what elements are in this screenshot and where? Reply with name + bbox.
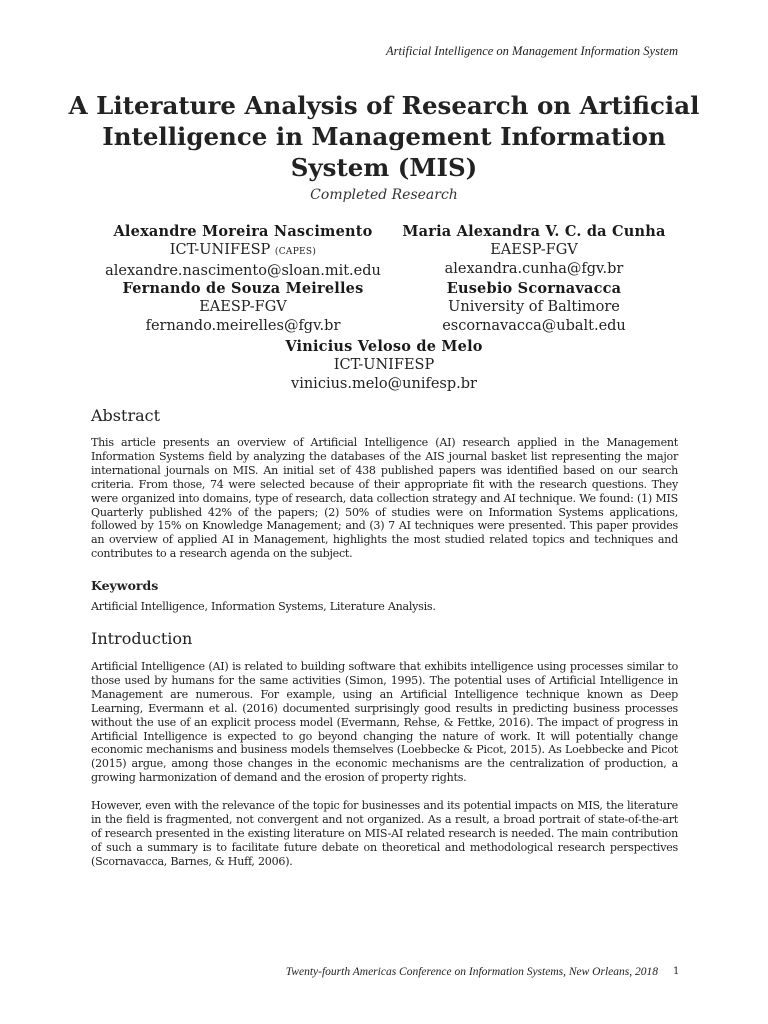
author-affiliation: University of Baltimore	[448, 299, 620, 315]
affiliation-note: (CAPES)	[274, 247, 317, 257]
author-block-3	[88, 279, 398, 336]
author-name: Vinicius Veloso de Melo	[285, 338, 483, 355]
page-number: 1	[673, 966, 680, 977]
paper-subtitle: Completed Research	[310, 187, 458, 203]
paper-title: A Literature Analysis of Research on Artificial Intelligence in Management Information System (MIS)	[68, 91, 700, 182]
author-email: alexandre.nascimento@sloan.mit.edu	[105, 263, 381, 279]
author-affiliation	[88, 241, 398, 262]
intro-paragraph-1: Artificial Intelligence (AI) is related to building software that exhibits intelligence using processes similar to those used by humans for the same activities (Simon, 1995). The potential uses of Artificial Intelligence in Management are numerous. For example, using an Artificial Intelligence technique known as Deep Learning, Evermann et al. (2016) documented surprisingly good results in predicting business processes without the use of an explicit process model (Evermann, Rehse, & Fettke, 2016). The impact of progress in Artificial Intelligence is expected to go beyond changing the nature of work. It will potentially change economic mechanisms and business models themselves (Loebbecke & Picot, 2015). As Loebbecke and Picot (2015) argue, among those changes in the economic mechanisms are the centralization of production, a growing harmonization of demand and the erosion of property rights.	[91, 660, 678, 785]
abstract-heading: Abstract	[91, 406, 161, 425]
keywords-text: Artificial Intelligence, Information Systems, Literature Analysis.	[91, 600, 436, 613]
author-email: vinicius.melo@unifesp.br	[291, 376, 477, 392]
footer-conference: Twenty-fourth Americas Conference on Information Systems, New Orleans, 2018	[285, 966, 658, 978]
author-email: alexandra.cunha@fgv.br	[444, 261, 624, 277]
author-email: escornavacca@ubalt.edu	[442, 318, 626, 334]
author-block-1	[88, 222, 398, 281]
keywords-heading: Keywords	[91, 578, 159, 593]
author-affiliation: EAESP-FGV	[490, 242, 578, 258]
author-block-5	[234, 337, 534, 394]
author-name: Eusebio Scornavacca	[446, 280, 622, 297]
abstract-text: This article presents an overview of Artificial Intelligence (AI) research applied in the Management Information Systems field by analyzing the databases of the AIS journal basket list representing the major international journals on MIS. An initial set of 438 published papers was identified based on our search criteria. From those, 74 were selected because of their appropriate fit with the research questions. They were organized into domains, type of research, data collection strategy and AI technique. We found: (1) MIS Quarterly published 42% of the papers; (2) 50% of studies were on Information Systems applications, followed by 15% on Knowledge Management; and (3) 7 AI techniques were presented. This paper provides an overview of applied AI in Management, highlights the most studied related topics and techniques and contributes to a research agenda on the subject.	[91, 436, 678, 561]
intro-paragraph-2: However, even with the relevance of the topic for businesses and its potential impacts on MIS, the literature in the field is fragmented, not convergent and not organized. As a result, a broad portrait of state-of-the-art of research presented in the existing literature on MIS-AI related research is needed. The main contribution of such a summary is to facilitate future debate on theoretical and methodological research perspectives (Scornavacca, Barnes, & Huff, 2006).	[91, 799, 678, 868]
introduction-heading: Introduction	[91, 629, 193, 648]
author-block-4	[384, 279, 684, 336]
author-affiliation: EAESP-FGV	[199, 299, 287, 315]
running-head: Artificial Intelligence on Management Information System	[386, 44, 678, 58]
author-email: fernando.meirelles@fgv.br	[145, 318, 341, 334]
affiliation-text: ICT-UNIFESP	[169, 242, 271, 258]
author-affiliation: ICT-UNIFESP	[333, 357, 435, 373]
author-block-2	[384, 222, 684, 279]
author-name: Fernando de Souza Meirelles	[122, 280, 364, 297]
author-name: Maria Alexandra V. C. da Cunha	[402, 223, 666, 240]
author-name: Alexandre Moreira Nascimento	[113, 223, 373, 240]
